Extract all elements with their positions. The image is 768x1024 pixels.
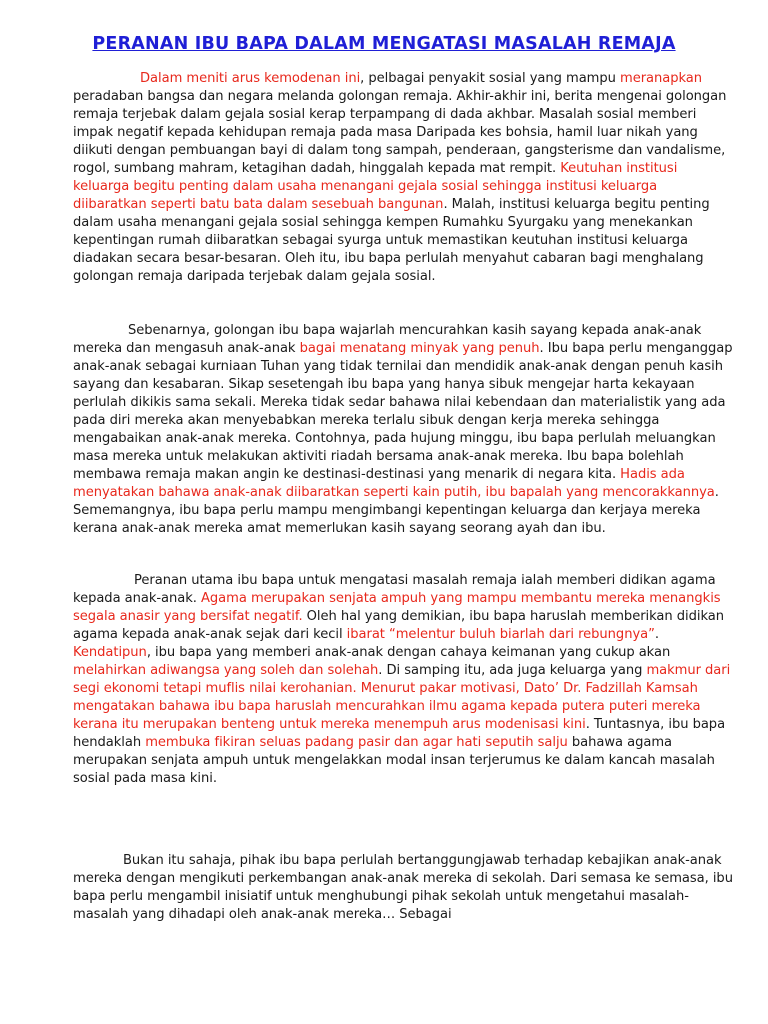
highlighted-text: Keutuhan institusi keluarga begitu penting dalam usaha menangani gejala sosial sehingga institusi keluarga diibaratkan seperti batu bata dalam sesebuah bangunan <box>73 161 678 212</box>
body-text: Bukan itu sahaja, pihak ibu bapa perlulah bertanggungjawab terhadap kebajikan anak-anak mereka dengan mengikuti perkembangan anak-anak mereka di sekolah. Dari semasa ke semasa, ibu bapa perlu mengambil inisiatif untuk menghubungi pihak sekolah untuk mengetahui masalah-masalah yang dihadapi oleh anak-anak mereka… Sebagai <box>73 853 733 922</box>
highlighted-text: melahirkan adiwangsa yang soleh dan solehah <box>73 663 379 678</box>
body-text: peradaban bangsa dan negara melanda golongan remaja. Akhir-akhir ini, berita mengenai golongan remaja terjebak dalam gejala sosial kerap terpampang di dada akhbar. Masalah sosial memberi impak negatif kepada kehidupan remaja pada masa Daripada kes bohsia, hamil luar nikah yang diikuti dengan pembuangan bayi di dalam tong sampah, penderaan, gangsterisme dan vandalisme, rogol, sumbang mahram, ketagihan dadah, hinggalah kepada mat rempit. <box>73 89 727 176</box>
body-text: . Ibu bapa perlu menganggap anak-anak sebagai kurniaan Tuhan yang tidak ternilai dan mendidik anak-anak dengan penuh kasih sayang dan kesabaran. Sikap sesetengah ibu bapa yang hanya sibuk mengejar harta kekayaan perlulah dikikis sama sekali. Mereka tidak sedar bahawa nilai kebendaan dan materialistik yang ada pada diri mereka akan menyebabkan mereka terlalu sibuk dengan kerja mereka sehingga mengabaikan anak-anak mereka. Contohnya, pada hujung minggu, ibu bapa perlulah meluangkan masa mereka untuk melakukan aktiviti riadah bersama anak-anak mereka. Ibu bapa bolehlah membawa remaja makan angin ke destinasi-destinasi yang menarik di negara kita. <box>73 341 733 482</box>
highlighted-text: membuka fikiran seluas padang pasir dan agar hati seputih salju <box>145 735 568 750</box>
body-text: . Di samping itu, ada juga keluarga yang <box>378 663 647 678</box>
paragraph-1 <box>73 70 733 286</box>
paragraph-3 <box>73 572 733 788</box>
body-text: . Malah, institusi keluarga begitu penting dalam usaha menangani gejala sosial sehingga kempen Rumahku Syurgaku yang menekankan kepentingan rumah diibaratkan sebagai syurga untuk memastikan keutuhan institusi keluarga diadakan secara besar-besaran. Oleh itu, ibu bapa perlulah menyahut cabaran bagi menghalang golongan remaja daripada terjebak dalam gejala sosial. <box>73 197 710 284</box>
body-text: Sebenarnya, golongan ibu bapa wajarlah mencurahkan kasih sayang kepada anak-anak mereka dan mengasuh anak-anak <box>73 323 702 356</box>
body-text: bahawa agama merupakan senjata ampuh untuk mengelakkan modal insan terjerumus ke dalam kancah masalah sosial pada masa kini. <box>73 735 715 786</box>
document-title: PERANAN IBU BAPA DALAM MENGATASI MASALAH REMAJA <box>92 34 676 54</box>
body-text: . Sememangnya, ibu bapa perlu mampu mengimbangi kepentingan keluarga dan kerjaya mereka kerana anak-anak mereka amat memerlukan kasih sayang seorang ayah dan ibu. <box>73 485 719 536</box>
highlighted-text: bagai menatang minyak yang penuh <box>299 341 540 356</box>
highlighted-text: Dalam meniti arus kemodenan ini <box>140 71 361 86</box>
body-text: . Tuntasnya, ibu bapa hendaklah <box>73 717 726 750</box>
body-text: Oleh hal yang demikian, ibu bapa haruslah memberikan didikan agama kepada anak-anak sejak dari kecil <box>73 609 724 642</box>
body-text: , ibu bapa yang memberi anak-anak dengan cahaya keimanan yang cukup akan <box>146 645 671 660</box>
highlighted-text: Agama merupakan senjata ampuh yang mampu membantu mereka menangkis segala anasir yang bersifat negatif. <box>73 591 721 624</box>
body-text: , pelbagai penyakit sosial yang mampu <box>360 71 620 86</box>
paragraph-4 <box>73 852 733 924</box>
body-text: . <box>654 627 659 642</box>
body-text: Peranan utama ibu bapa untuk mengatasi masalah remaja ialah memberi didikan agama kepada anak-anak. <box>73 573 716 606</box>
highlighted-text: Hadis ada menyatakan bahawa anak-anak diibaratkan seperti kain putih, ibu bapalah yang mencorakkannya <box>73 467 715 500</box>
paragraph-2 <box>73 322 733 538</box>
highlighted-text: Kendatipun <box>73 645 147 660</box>
highlighted-text: meranapkan <box>620 71 703 86</box>
highlighted-text: ibarat “melentur buluh biarlah dari rebungnya” <box>346 627 655 642</box>
highlighted-text: makmur dari segi ekonomi tetapi muflis nilai kerohanian. Menurut pakar motivasi, Dato’ Dr. Fadzillah Kamsah mengatakan bahawa ibu bapa haruslah mencurahkan ilmu agama kepada putera puteri mereka kerana itu merupakan benteng untuk mereka menempuh arus modenisasi kini <box>73 663 731 732</box>
